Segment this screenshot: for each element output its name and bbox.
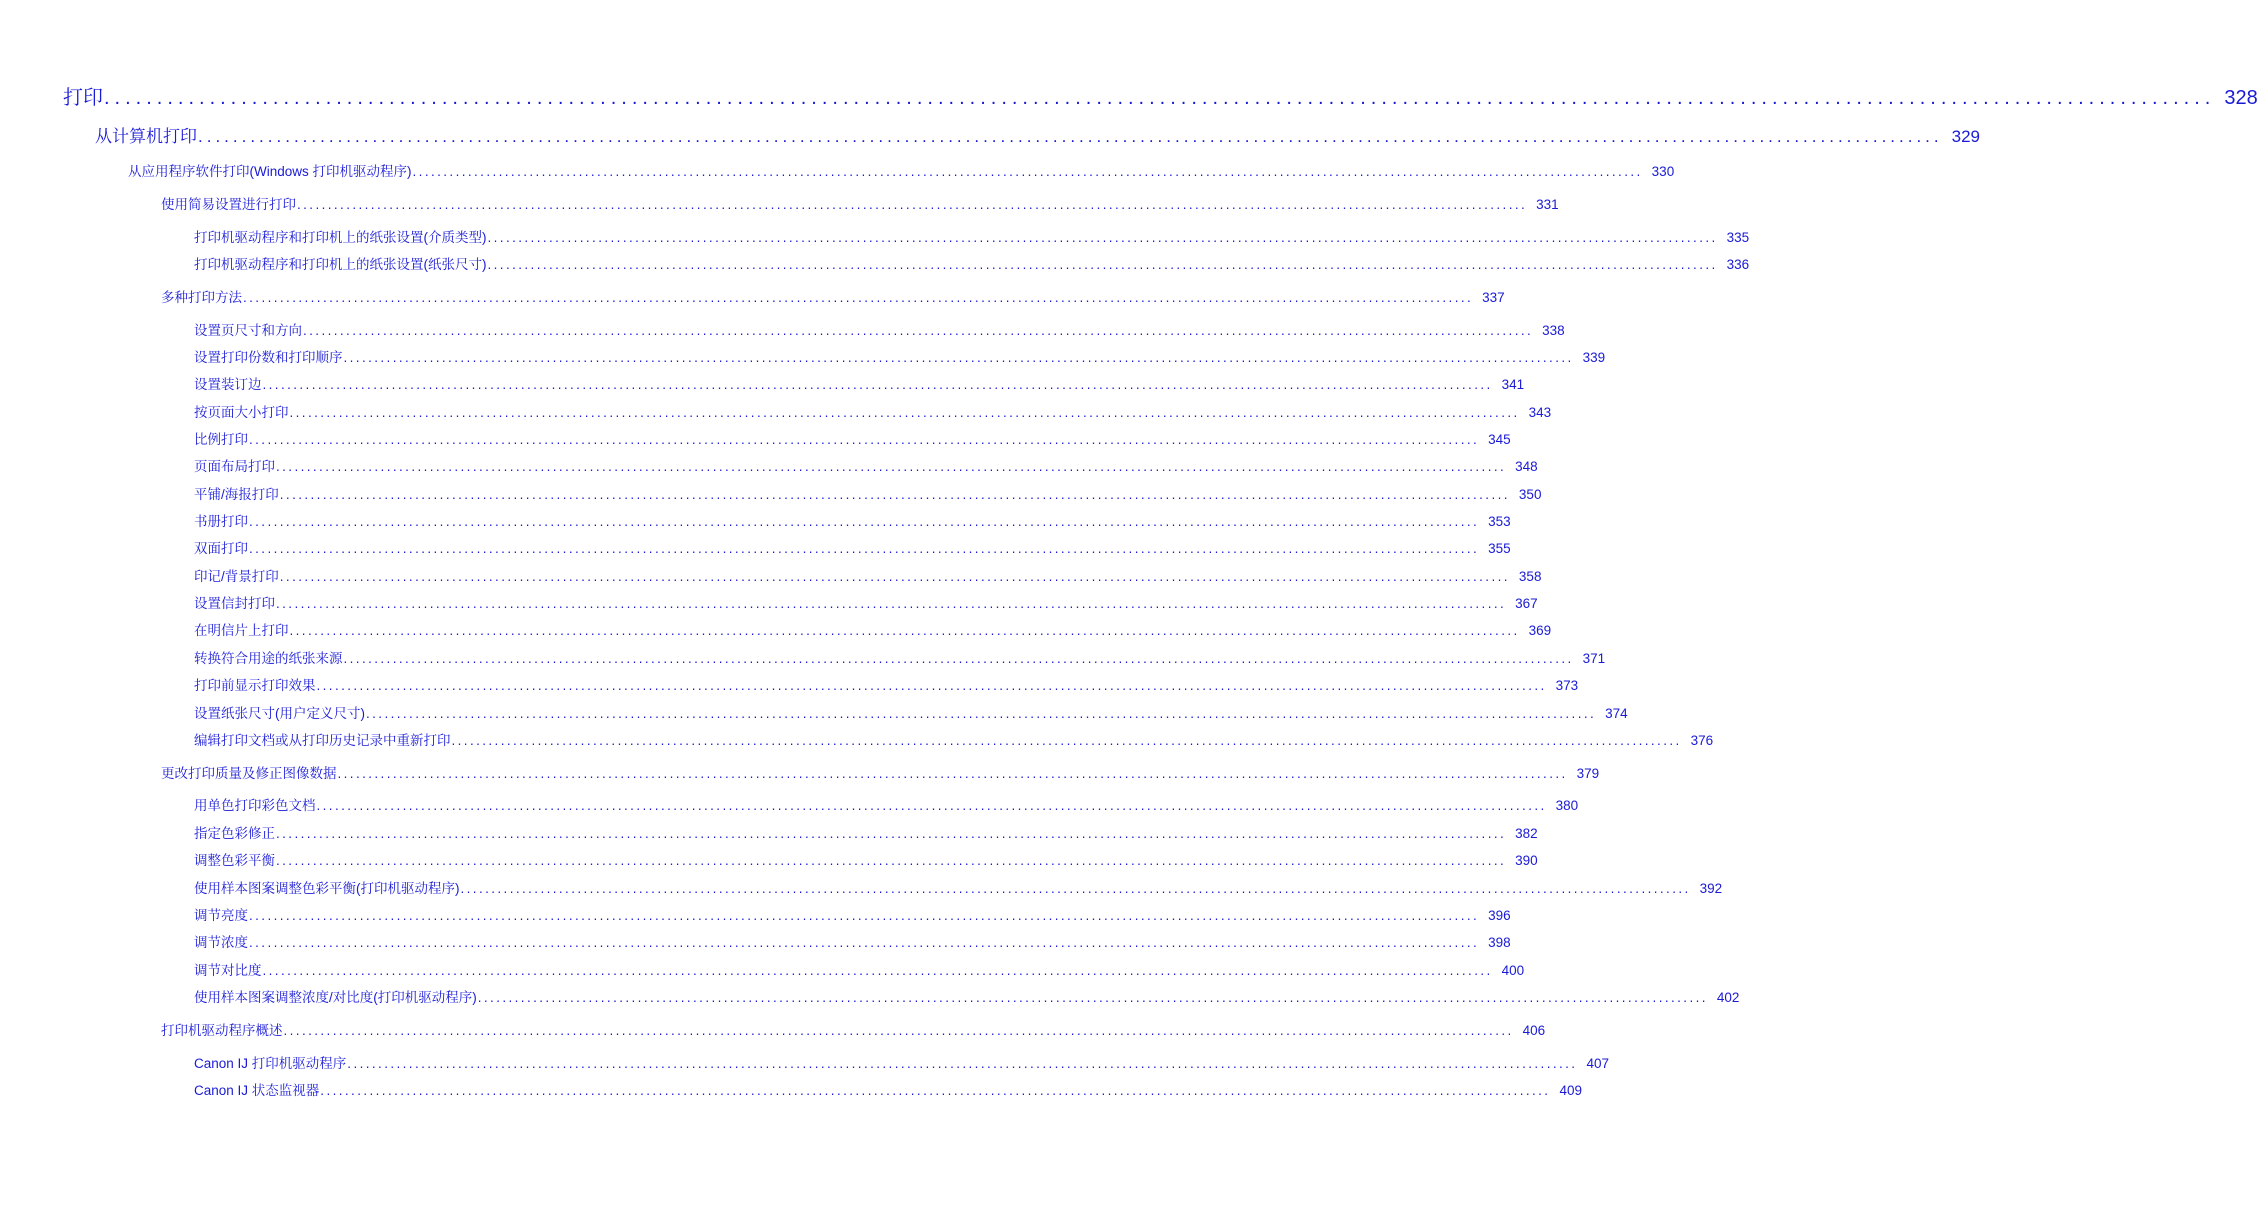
toc-entry[interactable]: [194, 349, 1606, 367]
toc-entry[interactable]: [194, 989, 1740, 1007]
toc-entry-title: 调节亮度: [194, 908, 248, 923]
dot-leader: ........................................................................................................................................................................................................: [249, 908, 1480, 923]
toc-entry[interactable]: [194, 458, 1538, 476]
toc-entry-title: 设置打印份数和打印顺序: [194, 350, 343, 365]
dot-leader: ........................................................................................................................................................................................................: [487, 230, 1718, 245]
dot-leader: ........................................................................................................................................................................................................: [320, 1083, 1551, 1098]
dot-leader: ........................................................................................................................................................................................................: [243, 290, 1474, 305]
toc-entry-page: 348: [1515, 459, 1538, 474]
toc-entry[interactable]: [194, 732, 1714, 750]
toc-entry-title: 按页面大小打印: [194, 405, 289, 420]
toc-entry-title: 打印机驱动程序概述: [161, 1023, 283, 1038]
toc-entry-title: 指定色彩修正: [194, 826, 275, 841]
toc-entry[interactable]: [194, 568, 1542, 586]
toc-entry[interactable]: [194, 677, 1579, 695]
toc-entry[interactable]: [194, 540, 1511, 558]
dot-leader: ........................................................................................................................................................................................................: [303, 323, 1534, 338]
toc-entry-title: 使用样本图案调整浓度/对比度(打印机驱动程序): [194, 990, 477, 1005]
toc-entry-page: 398: [1488, 935, 1511, 950]
toc-entry-title: Canon IJ 打印机驱动程序: [194, 1056, 347, 1071]
toc-entry[interactable]: [161, 196, 1559, 214]
dot-leader: ........................................................................................................................................................................................................: [347, 1056, 1578, 1071]
toc-entry[interactable]: [194, 705, 1628, 723]
toc-entry[interactable]: [128, 163, 1675, 181]
toc-entry[interactable]: [194, 622, 1552, 640]
dot-leader: ........................................................................................................................................................................................................: [104, 87, 2216, 109]
toc-entry-page: 382: [1515, 826, 1538, 841]
toc-entry-title: 使用样本图案调整色彩平衡(打印机驱动程序): [194, 881, 460, 896]
toc-entry-page: 379: [1576, 766, 1600, 781]
dot-leader: ........................................................................................................................................................................................................: [343, 651, 1574, 666]
dot-leader: ........................................................................................................................................................................................................: [487, 257, 1718, 272]
dot-leader: ........................................................................................................................................................................................................: [366, 706, 1597, 721]
toc-entry[interactable]: [194, 650, 1606, 668]
toc-entry[interactable]: [194, 797, 1579, 815]
toc-entry-page: 380: [1555, 798, 1579, 813]
toc-entry-page: 353: [1488, 514, 1511, 529]
toc-entry-title: Canon IJ 状态监视器: [194, 1083, 320, 1098]
toc-entry-page: 400: [1501, 963, 1525, 978]
toc-entry-title: 调节浓度: [194, 935, 248, 950]
toc-entry-page: 396: [1488, 908, 1511, 923]
dot-leader: ........................................................................................................................................................................................................: [279, 569, 1510, 584]
toc-entry-title: 平铺/海报打印: [194, 487, 279, 502]
toc-entry-title: 设置装订边: [194, 377, 262, 392]
toc-entry[interactable]: [194, 825, 1538, 843]
toc-entry-page: 367: [1515, 596, 1538, 611]
toc-entry-page: 402: [1716, 990, 1740, 1005]
toc-entry-page: 406: [1522, 1023, 1546, 1038]
toc-entry-page: 345: [1488, 432, 1511, 447]
toc-entry-title: 从应用程序软件打印(Windows 打印机驱动程序): [128, 164, 412, 179]
toc-entry[interactable]: [63, 85, 2258, 111]
dot-leader: ........................................................................................................................................................................................................: [289, 623, 1520, 638]
toc-entry-page: 373: [1555, 678, 1579, 693]
toc-entry-title: 多种打印方法: [161, 290, 242, 305]
dot-leader: ........................................................................................................................................................................................................: [249, 432, 1480, 447]
toc-entry-page: 328: [2224, 87, 2258, 109]
dot-leader: ........................................................................................................................................................................................................: [276, 596, 1507, 611]
toc-entry[interactable]: [194, 1082, 1582, 1100]
toc-entry-title: 印记/背景打印: [194, 569, 279, 584]
toc-entry-page: 336: [1726, 257, 1750, 272]
dot-leader: ........................................................................................................................................................................................................: [316, 798, 1547, 813]
toc-entry-page: 376: [1690, 733, 1714, 748]
toc-entry-title: 打印机驱动程序和打印机上的纸张设置(介质类型): [194, 230, 487, 245]
toc-entry[interactable]: [194, 595, 1538, 613]
toc-entry-page: 371: [1582, 651, 1606, 666]
toc-entry-page: 390: [1515, 853, 1538, 868]
toc-entry-page: 358: [1518, 569, 1542, 584]
toc-entry-title: 比例打印: [194, 432, 248, 447]
toc-entry-title: 从计算机打印: [95, 127, 197, 146]
toc-entry-page: 409: [1559, 1083, 1582, 1098]
toc-entry[interactable]: [161, 289, 1505, 307]
dot-leader: ........................................................................................................................................................................................................: [451, 733, 1682, 748]
toc-entry-title: 使用简易设置进行打印: [161, 197, 296, 212]
toc-entry-page: 374: [1605, 706, 1628, 721]
toc-entry-title: 调整色彩平衡: [194, 853, 275, 868]
toc-entry-title: 打印: [63, 87, 103, 109]
toc-entry[interactable]: [194, 256, 1750, 274]
dot-leader: ........................................................................................................................................................................................................: [249, 541, 1480, 556]
toc-entry-title: 在明信片上打印: [194, 623, 289, 638]
toc-entry-title: 打印机驱动程序和打印机上的纸张设置(纸张尺寸): [194, 257, 487, 272]
toc-entry-title: 更改打印质量及修正图像数据: [161, 766, 337, 781]
toc-entry[interactable]: [194, 852, 1538, 870]
toc-entry-title: 调节对比度: [194, 963, 262, 978]
toc-entry[interactable]: [194, 404, 1552, 422]
toc-entry-page: 341: [1501, 377, 1525, 392]
toc-entry[interactable]: [194, 934, 1511, 952]
toc-entry-title: 打印前显示打印效果: [194, 678, 316, 693]
dot-leader: ........................................................................................................................................................................................................: [262, 963, 1493, 978]
toc-entry-title: 用单色打印彩色文档: [194, 798, 316, 813]
toc-entry[interactable]: [194, 229, 1750, 247]
toc-entry-page: 337: [1482, 290, 1505, 305]
toc-entry[interactable]: [194, 907, 1511, 925]
dot-leader: ........................................................................................................................................................................................................: [316, 678, 1547, 693]
dot-leader: ........................................................................................................................................................................................................: [343, 350, 1574, 365]
toc-entry[interactable]: [161, 1022, 1546, 1040]
toc-entry-page: 369: [1528, 623, 1552, 638]
toc-entry[interactable]: [194, 431, 1511, 449]
toc-entry-page: 330: [1651, 164, 1675, 179]
toc-entry[interactable]: [95, 126, 1981, 148]
toc-entry[interactable]: [161, 765, 1600, 783]
dot-leader: ........................................................................................................................................................................................................: [289, 405, 1520, 420]
toc-entry-title: 转换符合用途的纸张来源: [194, 651, 343, 666]
toc-entry-title: 双面打印: [194, 541, 248, 556]
dot-leader: ........................................................................................................................................................................................................: [249, 514, 1480, 529]
toc-entry-title: 设置纸张尺寸(用户定义尺寸): [194, 706, 365, 721]
toc-entry-page: 329: [1951, 127, 1981, 146]
dot-leader: ........................................................................................................................................................................................................: [276, 826, 1507, 841]
toc-entry-title: 设置页尺寸和方向: [194, 323, 302, 338]
toc-entry[interactable]: [194, 486, 1542, 504]
dot-leader: ........................................................................................................................................................................................................: [297, 197, 1528, 212]
toc-entry-page: 355: [1488, 541, 1511, 556]
toc-entry-page: 339: [1582, 350, 1606, 365]
dot-leader: ........................................................................................................................................................................................................: [337, 766, 1568, 781]
toc-entry-page: 343: [1528, 405, 1552, 420]
toc-entry-page: 392: [1699, 881, 1723, 896]
toc-entry-title: 页面布局打印: [194, 459, 275, 474]
dot-leader: ........................................................................................................................................................................................................: [283, 1023, 1514, 1038]
dot-leader: ........................................................................................................................................................................................................: [460, 881, 1691, 896]
toc-entry[interactable]: [194, 880, 1723, 898]
toc-entry-page: 407: [1586, 1056, 1609, 1071]
dot-leader: ........................................................................................................................................................................................................: [276, 853, 1507, 868]
dot-leader: ........................................................................................................................................................................................................: [249, 935, 1480, 950]
dot-leader: ........................................................................................................................................................................................................: [276, 459, 1507, 474]
toc-entry-title: 书册打印: [194, 514, 248, 529]
dot-leader: ........................................................................................................................................................................................................: [198, 127, 1943, 146]
dot-leader: ........................................................................................................................................................................................................: [412, 164, 1643, 179]
toc-entry-page: 335: [1726, 230, 1750, 245]
toc-entry[interactable]: [194, 1055, 1609, 1073]
toc-entry-page: 331: [1536, 197, 1559, 212]
toc-entry[interactable]: [194, 322, 1565, 340]
dot-leader: ........................................................................................................................................................................................................: [279, 487, 1510, 502]
toc-entry[interactable]: [194, 513, 1511, 531]
toc-entry-title: 设置信封打印: [194, 596, 275, 611]
toc-entry-page: 338: [1542, 323, 1565, 338]
dot-leader: ........................................................................................................................................................................................................: [477, 990, 1708, 1005]
toc-entry[interactable]: [194, 376, 1525, 394]
dot-leader: ........................................................................................................................................................................................................: [262, 377, 1493, 392]
toc-entry-title: 编辑打印文档或从打印历史记录中重新打印: [194, 733, 451, 748]
toc-entry[interactable]: [194, 962, 1525, 980]
toc-entry-page: 350: [1518, 487, 1542, 502]
